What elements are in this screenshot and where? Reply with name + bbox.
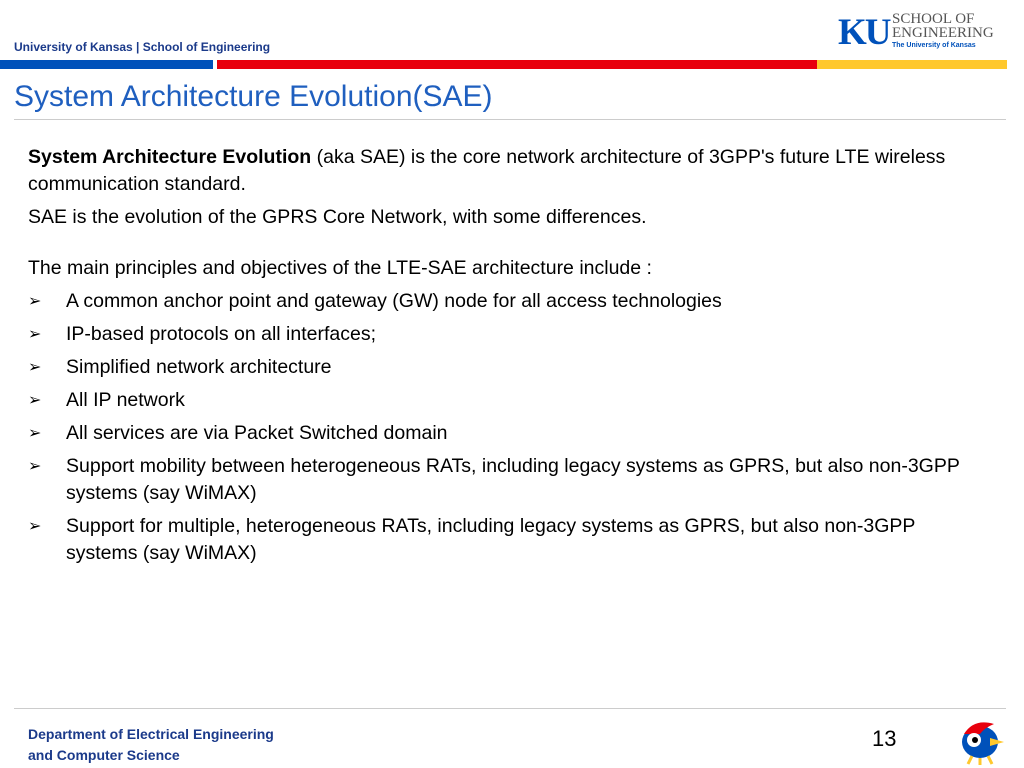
intro-paragraph (28, 144, 978, 198)
list-item-text: All services are via Packet Switched domain (66, 422, 448, 444)
header-bar-blue (0, 60, 213, 69)
header-bar-yellow (817, 60, 1007, 69)
list-item-text: A common anchor point and gateway (GW) node for all access technologies (66, 290, 722, 312)
principles-list (28, 288, 978, 567)
arrow-bullet-icon: ➢ (28, 359, 42, 376)
list-item (28, 387, 978, 414)
list-item-text: IP-based protocols on all interfaces; (66, 323, 377, 345)
list-item (28, 513, 978, 567)
slide-body (28, 144, 978, 573)
title-divider (14, 119, 1006, 120)
footer-dept-line1: Department of Electrical Engineering (28, 726, 274, 742)
logo-school-line1: SCHOOL OF (892, 11, 975, 27)
list-item (28, 420, 978, 447)
list-item (28, 321, 978, 348)
ku-logo-mark: KU (838, 12, 890, 53)
arrow-bullet-icon: ➢ (28, 518, 42, 535)
list-item (28, 453, 978, 507)
arrow-bullet-icon: ➢ (28, 392, 42, 409)
list-item-text: All IP network (66, 389, 185, 411)
footer-department (28, 724, 274, 766)
intro-bold-term: System Architecture Evolution (28, 146, 312, 168)
ku-engineering-logo (838, 10, 1008, 54)
page-number: 13 (872, 726, 897, 751)
logo-school-text (892, 12, 994, 40)
principles-intro: The main principles and objectives of the LTE-SAE architecture include : (28, 257, 652, 279)
list-item-text: Support mobility between heterogeneous RATs, including legacy systems as GPRS, but also non-3GPP systems (say WiMAX) (66, 455, 960, 504)
header-institution: University of Kansas | School of Engineering (14, 40, 271, 54)
slide-title: System Architecture Evolution(SAE) (14, 80, 493, 113)
list-item (28, 354, 978, 381)
intro-rest: (aka SAE) is the core network architecture of 3GPP's future LTE wireless communication standard. (28, 146, 946, 195)
logo-school-line2: ENGINEERING (892, 25, 994, 41)
list-item-text: Support for multiple, heterogeneous RATs, including legacy systems as GPRS, but also non-3GPP systems (say WiMAX) (66, 515, 916, 564)
list-item (28, 288, 978, 315)
evolution-paragraph: SAE is the evolution of the GPRS Core Network, with some differences. (28, 206, 647, 228)
footer-divider (14, 708, 1006, 709)
arrow-bullet-icon: ➢ (28, 458, 42, 475)
arrow-bullet-icon: ➢ (28, 293, 42, 310)
arrow-bullet-icon: ➢ (28, 326, 42, 343)
header-bar-red (217, 60, 817, 69)
arrow-bullet-icon: ➢ (28, 425, 42, 442)
list-item-text: Simplified network architecture (66, 356, 332, 378)
jayhawk-mascot-icon (950, 712, 1010, 766)
logo-university: The University of Kansas (892, 42, 976, 49)
footer-dept-line2: and Computer Science (28, 747, 180, 763)
